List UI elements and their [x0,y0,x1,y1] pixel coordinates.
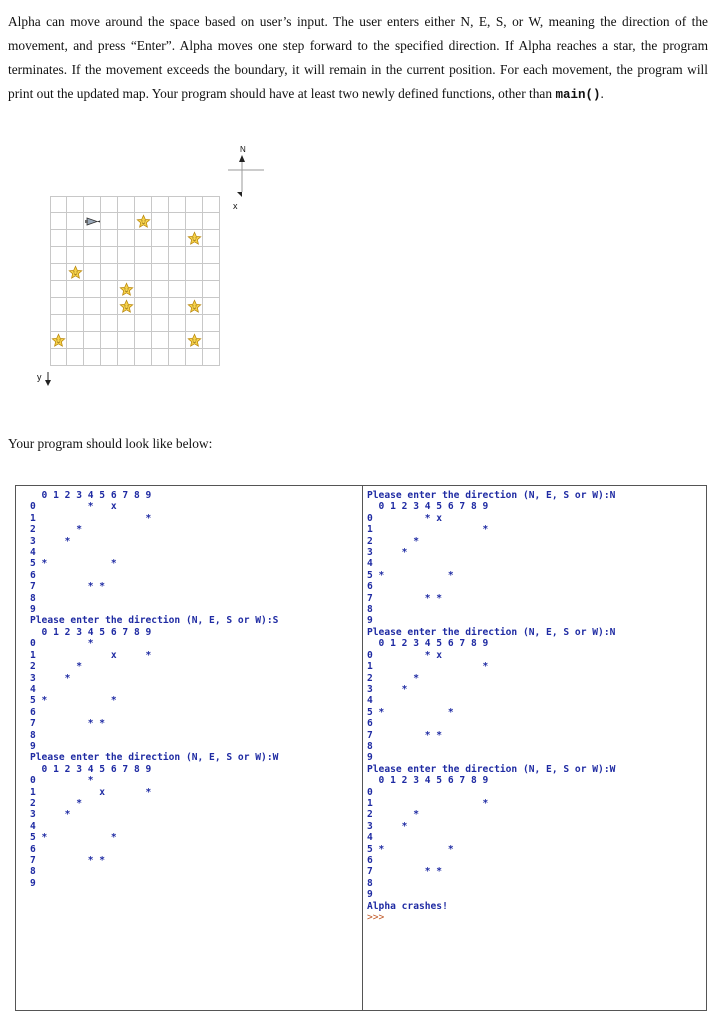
console-pane-right [367,490,615,923]
grid-cell [67,213,84,230]
console-line: 9 [30,740,36,752]
console-line: 2 * [30,797,82,809]
grid-cell [118,196,135,213]
grid-cell [169,264,186,281]
star-icon [186,298,203,315]
console-line: Alpha crashes! [367,900,448,912]
grid-cell [152,247,169,264]
grid-cell [135,332,152,349]
grid-cell [101,281,118,298]
grid-cell [203,298,220,315]
grid-cell [135,264,152,281]
console-line: Please enter the direction (N, E, S or W):W [367,763,616,775]
console-line: 4 [30,820,36,832]
console-line: 6 [367,581,373,593]
grid-cell [169,247,186,264]
grid-cell [169,196,186,213]
grid-cell [50,349,67,366]
star-icon [67,264,84,281]
console-line: 0 1 2 3 4 5 6 7 8 9 [30,626,152,638]
grid-cell [101,264,118,281]
console-line: 1 * [367,797,489,809]
console-line: 2 * [30,661,82,673]
console-line: 3 * [30,809,71,821]
console-line: 3 * [367,547,408,559]
console-line: 6 [367,855,373,866]
console-line: 7 * * [30,855,106,866]
grid-cell [203,230,220,247]
console-line: 6 [367,718,373,730]
console-line: 3 * [367,683,408,695]
console-line: 6 [30,706,36,718]
grid-cell [203,315,220,332]
console-line: 4 [367,558,373,570]
grid-cell [135,349,152,366]
console-line: 0 1 2 3 4 5 6 7 8 9 [30,763,152,775]
console-line: 8 [367,604,373,616]
console-line: 5 * * [367,843,454,855]
grid-cell [84,349,101,366]
console-line: 9 [367,752,373,764]
grid-cell [186,349,203,366]
grid-cell [135,315,152,332]
console-line: 6 [30,843,36,855]
grid-cell [186,264,203,281]
grid-cell [50,230,67,247]
grid-cell [101,230,118,247]
grid-cell [135,230,152,247]
console-line: 5 * * [30,832,117,844]
grid-cell [84,332,101,349]
star-icon [118,281,135,298]
main-code: main() [555,88,601,102]
grid-cell [135,281,152,298]
grid-cell [186,196,203,213]
console-line: 7 * * [367,729,443,741]
grid-cell [101,298,118,315]
console-line: 9 [367,615,373,627]
grid-cell [101,213,118,230]
console-line: Please enter the direction (N, E, S or W):N [367,626,616,638]
grid-cell [169,213,186,230]
console-line: 8 [367,740,373,752]
console-line: 1 * [367,661,489,673]
star-icon [186,332,203,349]
console-line: 1 x * [30,649,152,661]
grid-cell [84,315,101,332]
console-line: Please enter the direction (N, E, S or W):S [30,615,279,627]
console-line: 1 * [367,524,489,536]
description-text: Alpha can move around the space based on user’s input. The user enters either N, E, S, or W, meaning the direction of the movement, and press “Enter”. Alpha moves one step forward to the specified direction. If Alpha reaches a star, the program terminates. If the movement exceeds the boundary, it will remain in the current position. For each movement, the program will print out the updated map. Your program should have at least two newly defined functions, other than [8,14,708,101]
console-line: 3 * [30,672,71,684]
grid-cell [169,230,186,247]
grid-cell [152,332,169,349]
console-line: 1 x * [30,786,152,798]
north-label: N [240,145,246,154]
console-pane-left [30,490,278,889]
grid-cell [186,315,203,332]
console-line: 8 [367,877,373,889]
grid-cell [169,281,186,298]
console-line: 9 [30,877,36,889]
console-line: 0 * x [30,501,117,513]
console-line: 9 [30,604,36,616]
console-line: 8 [30,729,36,741]
console-line: 7 * * [367,592,443,604]
console-line: 8 [30,866,36,878]
console-line: 5 * * [30,695,117,707]
console-line: 0 1 2 3 4 5 6 7 8 9 [367,501,489,513]
grid-cell [135,247,152,264]
console-line: 0 1 2 3 4 5 6 7 8 9 [367,775,489,787]
console-line: 0 * [30,638,94,650]
console-line: 6 [30,569,36,581]
console-line: 0 * [30,775,94,787]
console-line: 2 * [30,524,82,536]
grid-cell [118,247,135,264]
grid-cell [67,230,84,247]
grid-cell [118,230,135,247]
grid-cell [84,196,101,213]
grid-cell [50,247,67,264]
console-line: 7 * * [30,581,106,593]
grid-cell [152,298,169,315]
description-end: . [600,86,604,101]
star-icon [186,230,203,247]
grid-cell [152,315,169,332]
y-axis-arrow-icon [44,372,52,386]
grid-cell [203,247,220,264]
console-line: 3 * [367,820,408,832]
grid-cell [203,281,220,298]
console-divider [362,486,363,1010]
console-line: 4 [367,695,373,707]
grid-cell [203,332,220,349]
grid-cell [152,213,169,230]
grid-cell [169,298,186,315]
console-line: Please enter the direction (N, E, S or W):N [367,490,616,501]
grid-cell [118,315,135,332]
x-axis-label: x [233,201,238,211]
console-line: 2 * [367,809,419,821]
grid-cell [169,332,186,349]
grid-cell [101,315,118,332]
grid-cell [84,230,101,247]
star-icon [50,332,67,349]
console-line: 4 [30,547,36,559]
caption: Your program should look like below: [8,436,213,451]
problem-description [8,10,708,107]
grid-cell [67,247,84,264]
console-line: 2 * [367,535,419,547]
grid-cell [118,213,135,230]
grid-cell [50,213,67,230]
grid-cell [50,196,67,213]
console-line: 1 * [30,512,152,524]
grid-cell [67,196,84,213]
console-output [15,485,707,1011]
grid-cell [84,247,101,264]
console-line: 5 * * [367,706,454,718]
grid-cell [186,281,203,298]
grid-cell [152,230,169,247]
grid-cell [84,264,101,281]
star-icon [118,298,135,315]
grid-cell [152,281,169,298]
grid-cell [169,349,186,366]
grid-cell [50,264,67,281]
grid-cell [84,281,101,298]
grid-cell [186,247,203,264]
y-axis-label: y [37,372,42,382]
console-line: 9 [367,889,373,901]
star-icon [135,213,152,230]
console-line: Please enter the direction (N, E, S or W):W [30,752,279,764]
grid-cell [101,332,118,349]
grid-cell [101,196,118,213]
grid-cell [203,264,220,281]
grid-cell [67,298,84,315]
grid-cell [50,315,67,332]
grid-cell [67,281,84,298]
grid-cell [152,196,169,213]
grid-cell [101,349,118,366]
grid-cell [67,349,84,366]
console-line: 8 [30,592,36,604]
console-line: 4 [30,683,36,695]
console-line: >>> [367,912,385,924]
grid-cell [101,247,118,264]
console-line: 0 * x [367,649,443,661]
grid-cell [152,264,169,281]
grid-cell [118,349,135,366]
grid-cell [169,315,186,332]
grid-cell [118,264,135,281]
console-line: 7 * * [367,866,443,878]
grid-cell [118,332,135,349]
console-line: 5 * * [367,569,454,581]
grid-cell [84,298,101,315]
console-line: 0 1 2 3 4 5 6 7 8 9 [30,490,152,501]
grid-cell [152,349,169,366]
grid-cell [203,196,220,213]
grid-cell [186,213,203,230]
console-line: 0 1 2 3 4 5 6 7 8 9 [367,638,489,650]
console-line: 7 * * [30,718,106,730]
grid-cell [203,213,220,230]
grid-cell [135,196,152,213]
console-line: 4 [367,832,373,844]
grid-cell [50,298,67,315]
console-line: 2 * [367,672,419,684]
grid-cell [203,349,220,366]
grid-cell [50,281,67,298]
grid-cell [67,332,84,349]
grid-cell [67,315,84,332]
console-line: 3 * [30,535,71,547]
grid-cell [135,298,152,315]
console-line: 0 * x [367,512,443,524]
alpha-ship-icon [84,213,101,230]
console-line: 5 * * [30,558,117,570]
axis-indicator [228,148,268,208]
console-line: 0 [367,786,373,798]
